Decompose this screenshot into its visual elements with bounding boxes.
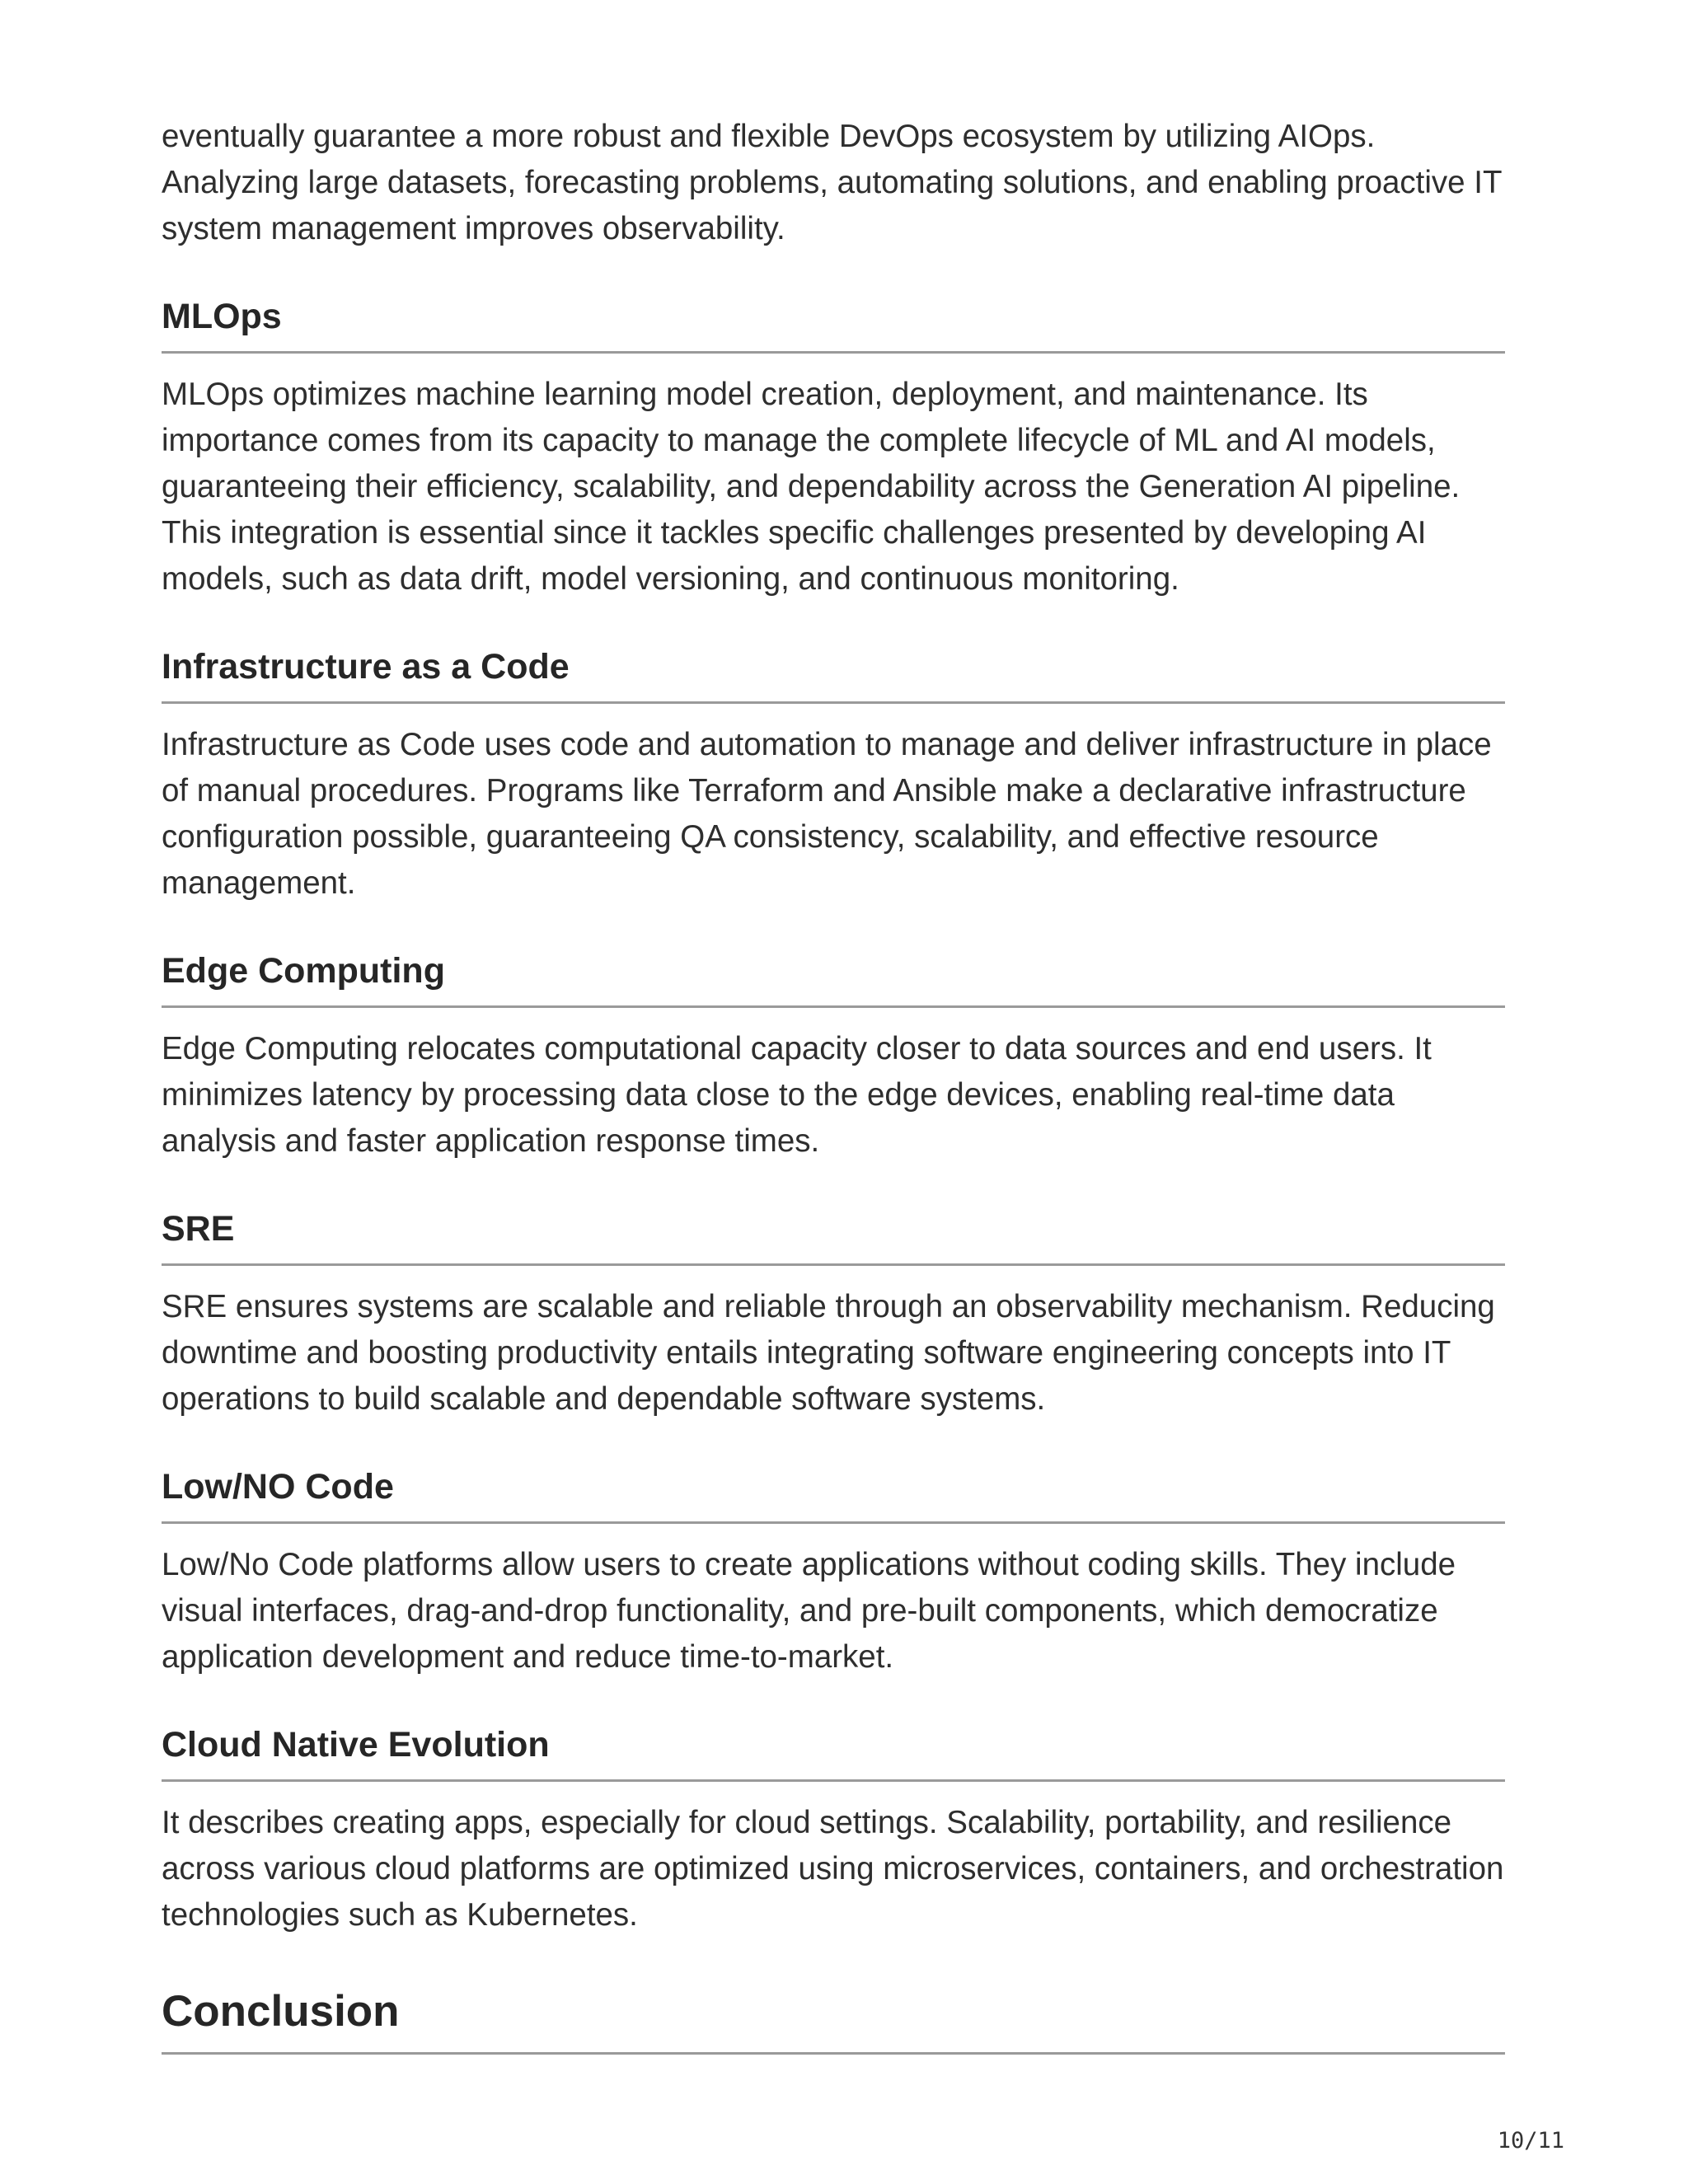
conclusion-heading: Conclusion — [162, 1983, 1505, 2055]
section-mlops — [162, 292, 1505, 602]
section-paragraph: Edge Computing relocates computational capacity closer to data sources and end users. It minimizes latency by processing data close to the edge devices, enabling real-time data analysis and faster application response times. — [162, 1031, 1432, 1159]
section-cloud-native-evolution — [162, 1720, 1505, 1938]
section-paragraph: Low/No Code platforms allow users to create applications without coding skills. They include visual interfaces, drag-and-drop functionality, and pre-built components, which democratize application development and reduce time-to-market. — [162, 1547, 1456, 1675]
article-body — [162, 114, 1505, 2055]
section-heading: Infrastructure as a Code — [162, 642, 1505, 704]
section-infrastructure-as-code — [162, 642, 1505, 907]
section-low-no-code — [162, 1462, 1505, 1680]
section-heading: Cloud Native Evolution — [162, 1720, 1505, 1782]
section-heading: SRE — [162, 1204, 1505, 1266]
section-heading: Edge Computing — [162, 946, 1505, 1008]
section-edge-computing — [162, 946, 1505, 1165]
section-heading: Low/NO Code — [162, 1462, 1505, 1524]
section-sre — [162, 1204, 1505, 1422]
section-conclusion — [162, 1983, 1505, 2055]
intro-paragraph: eventually guarantee a more robust and flexible DevOps ecosystem by utilizing AIOps. Analyzing large datasets, forecasting problems, automating solutions, and enabling proactive IT system management improves observability. — [162, 119, 1502, 246]
section-paragraph: Infrastructure as Code uses code and automation to manage and deliver infrastructure in place of manual procedures. Programs like Terraform and Ansible make a declarative infrastructure configuration possible, guaranteeing QA consistency, scalability, and effective resource management. — [162, 727, 1492, 901]
section-paragraph: SRE ensures systems are scalable and reliable through an observability mechanism. Reducing downtime and boosting productivity entails integrating software engineering concepts into IT operations to build scalable and dependable software systems. — [162, 1289, 1495, 1417]
section-paragraph: It describes creating apps, especially for cloud settings. Scalability, portability, and resilience across various cloud platforms are optimized using microservices, containers, and orchestration technologies such as Kubernetes. — [162, 1805, 1504, 1933]
section-heading: MLOps — [162, 292, 1505, 354]
page-number: 10/11 — [1497, 2128, 1564, 2154]
section-paragraph: MLOps optimizes machine learning model creation, deployment, and maintenance. Its importance comes from its capacity to manage the complete lifecycle of ML and AI models, guaranteeing their efficiency, scalability, and dependability across the Generation AI pipeline. This integration is essential since it tackles specific challenges presented by developing AI models, such as data drift, model versioning, and continuous monitoring. — [162, 377, 1461, 597]
